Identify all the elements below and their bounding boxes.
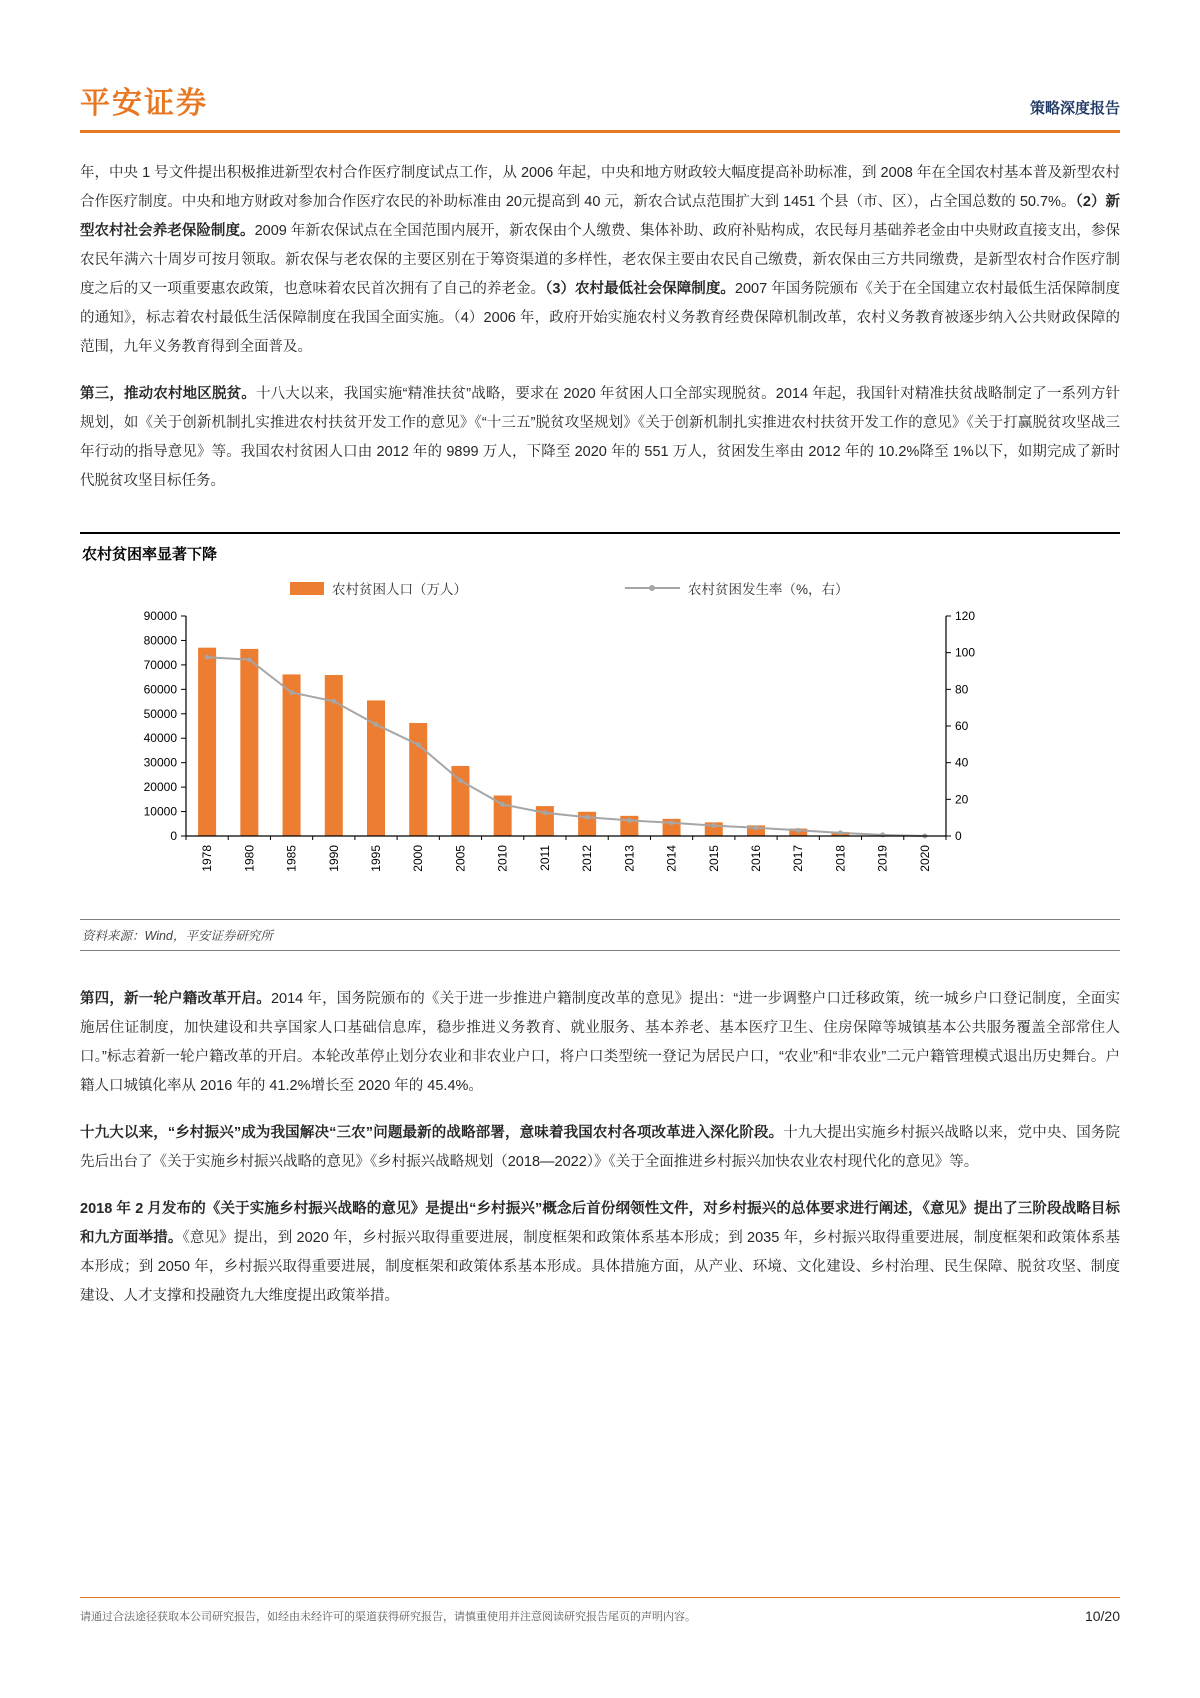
line-marker <box>331 699 336 704</box>
x-axis-year-label: 1985 <box>284 845 299 872</box>
text-run: 十八大以来，我国实施“精准扶贫”战略，要求在 2020 年贫困人口全部实现脱贫。2014 年起，我国针对精准扶贫战略制定了一系列方针规划，如《关于创新机制扎实推进农村扶贫开发工作的意见》《“十三五”脱贫攻坚规划》《关于创新机制扎实推进农村扶贫开发工作的意见》《关于打赢脱贫攻坚战三年行动的指导意见》等。我国农村贫困人口由 2012 年的 9899 万人，下降至 2020 年的 551 万人，贫困发生率由 2012 年的 10.2%降至 1%以下，如期完成了新时代脱贫攻坚目标任务。 <box>80 386 1120 489</box>
x-axis-year-label: 2019 <box>875 845 890 872</box>
right-axis-tick-label: 0 <box>955 829 962 843</box>
chart-area <box>80 570 1120 919</box>
x-axis-year-label: 1978 <box>200 845 215 872</box>
bold-text-run: 2018 年 2 月发布的《关于实施乡村振兴战略的意见》是提出“乡村振兴”概念后首份纲领性文件，对乡村振兴的总体要求进行阐述，《意见》提出了三阶段战略目标和九方面举措。 <box>80 1201 1120 1246</box>
x-axis-year-label: 2000 <box>411 845 426 872</box>
line-marker <box>754 825 759 830</box>
text-run: 2009 年新农保试点在全国范围内展开，新农保由个人缴费、集体补助、政府补贴构成，农民每月基础养老金由中央财政直接支出，参保农民年满六十周岁可按月领取。新农保与老农保的主要区别在于筹资渠道的多样性，老农保主要由农民自己缴费，新农保由三方共同缴费，是新型农村合作医疗制度之后的又一项重要惠农政策，也意味着农民首次拥有了自己的养老金。 <box>80 223 1121 297</box>
line-marker <box>500 802 505 807</box>
right-axis-tick-label: 80 <box>955 682 969 697</box>
chart-title: 农村贫困率显著下降 <box>80 532 1120 570</box>
legend-bar-swatch <box>290 582 324 595</box>
line-marker <box>247 657 252 662</box>
x-axis-year-label: 1980 <box>242 845 257 872</box>
bar-1978 <box>198 648 216 836</box>
x-axis-year-label: 2014 <box>664 845 679 872</box>
left-axis-tick-label: 90000 <box>143 609 177 623</box>
left-axis-tick-label: 30000 <box>143 755 177 770</box>
line-marker <box>711 823 716 828</box>
text-run: 《意见》提出，到 2020 年，乡村振兴取得重要进展，制度框架和政策体系基本形成；到 2035 年，乡村振兴取得重要进展，制度框架和政策体系基本形成；到 2050 年，乡村振兴取得重要进展，制度框架和政策体系基本形成。具体措施方面，从产业、环境、文化建设、乡村治理、民生保障、脱贫攻坚、制度建设、人才支撑和投融资九大维度提出政策举措。 <box>80 1230 1121 1304</box>
line-marker <box>838 830 843 835</box>
right-axis-tick-label: 100 <box>955 645 976 660</box>
paragraph-poverty-alleviation <box>80 380 1120 496</box>
paragraph-hukou-reform <box>80 985 1120 1101</box>
bold-text-run: （2）新型农村社会养老保险制度。 <box>80 194 1120 239</box>
legend-line-label: 农村贫困发生率（%，右） <box>688 582 849 597</box>
chart-source-note: 资料来源：Wind，平安证券研究所 <box>80 919 1120 951</box>
x-axis-year-label: 1990 <box>326 845 341 872</box>
bar-1980 <box>240 649 258 836</box>
bold-text-run: （3）农村最低社会保障制度。 <box>545 281 735 297</box>
x-axis-year-label: 2015 <box>706 845 721 872</box>
line-marker <box>458 778 463 783</box>
left-axis-tick-label: 50000 <box>143 706 177 721</box>
left-axis-tick-label: 10000 <box>143 804 177 819</box>
bar-2000 <box>409 723 427 836</box>
x-axis-year-label: 2010 <box>495 845 510 872</box>
x-axis-year-label: 1995 <box>369 845 383 872</box>
x-axis-year-label: 2005 <box>453 845 468 872</box>
line-marker <box>416 742 421 747</box>
line-marker <box>374 722 379 727</box>
left-axis-tick-label: 0 <box>170 829 177 843</box>
footer-disclaimer: 请通过合法途径获取本公司研究报告，如经由未经许可的渠道获得研究报告，请慎重使用并注意阅读研究报告尾页的声明内容。 <box>80 1611 696 1623</box>
chart-block <box>80 532 1120 951</box>
x-axis-year-label: 2011 <box>537 845 552 871</box>
paragraph-rural-revitalization <box>80 1119 1120 1177</box>
right-axis-tick-label: 120 <box>955 609 976 623</box>
bold-text-run: 第四，新一轮户籍改革开启。 <box>80 991 271 1007</box>
bold-text-run: 十九大以来，“乡村振兴”成为我国解决“三农”问题最新的战略部署，意味着我国农村各项改革进入深化阶段。 <box>80 1125 784 1141</box>
line-marker <box>669 820 674 825</box>
pingan-securities-logo: 平安证券 <box>80 87 208 120</box>
right-axis-tick-label: 60 <box>955 719 969 733</box>
page-header <box>80 78 1120 133</box>
line-marker <box>796 828 801 833</box>
line-marker <box>205 655 210 660</box>
text-run: 2007 年国务院颁布《关于在全国建立农村最低生活保障制度的通知》，标志着农村最低生活保障制度在我国全面实施。（4）2006 年，政府开始实施农村义务教育经费保障机制改革，农村义务教育被逐步纳入公共财政保障的范围，九年义务教育得到全面普及。 <box>80 281 1120 355</box>
line-marker <box>542 810 547 815</box>
x-axis-year-label: 2012 <box>580 845 595 872</box>
line-marker <box>289 690 294 695</box>
paragraph-medical-insurance <box>80 159 1120 362</box>
right-axis-tick-label: 20 <box>955 792 969 807</box>
x-axis-year-label: 2016 <box>749 845 763 872</box>
x-axis-year-label: 2020 <box>917 845 932 872</box>
line-marker <box>585 815 590 820</box>
left-axis-tick-label: 80000 <box>143 633 177 648</box>
poverty-rate-line <box>207 657 925 836</box>
page-footer <box>80 1597 1120 1624</box>
left-axis-tick-label: 70000 <box>143 657 177 672</box>
left-axis-tick-label: 20000 <box>143 780 177 795</box>
legend-line-marker <box>649 585 655 591</box>
page-number: 10/20 <box>1084 1608 1120 1624</box>
x-axis-year-label: 2013 <box>622 845 637 872</box>
text-run: 2014 年，国务院颁布的《关于进一步推进户籍制度改革的意见》提出：“进一步调整户口迁移政策，统一城乡户口登记制度，全面实施居住证制度，加快建设和共享国家人口基础信息库，稳步推进义务教育、就业服务、基本养老、基本医疗卫生、住房保障等城镇基本公共服务覆盖全部常住人口。”标志着新一轮户籍改革的开启。本轮改革停止划分农业和非农业户口，将户口类型统一登记为居民户口，“农业”和“非农业”二元户籍管理模式退出历史舞台。户籍人口城镇化率从 2016 年的 41.2%增长至 2020 年的 45.4%。 <box>80 991 1121 1094</box>
report-type-label: 策略深度报告 <box>1029 100 1120 117</box>
legend-bar-label: 农村贫困人口（万人） <box>332 582 467 597</box>
line-marker <box>880 832 885 837</box>
x-axis-year-label: 2017 <box>791 845 806 872</box>
left-axis-tick-label: 40000 <box>143 731 177 746</box>
text-run: 年，中央 1 号文件提出积极推进新型农村合作医疗制度试点工作，从 2006 年起，中央和地方财政较大幅度提高补助标准，到 2008 年在全国农村基本普及新型农村合作医疗制度。中央和地方财政对参加合作医疗农民的补助标准由 20元提高到 40 元，新农合试点范围扩大到 1451 个县（市、区），占全国总数的 50.7%。 <box>80 165 1120 210</box>
bold-text-run: 第三，推动农村地区脱贫。 <box>80 386 256 402</box>
x-axis-year-label: 2018 <box>833 845 848 872</box>
poverty-chart-svg <box>80 574 1120 912</box>
left-axis-tick-label: 60000 <box>143 682 177 697</box>
text-run: 十九大提出实施乡村振兴战略以来，党中央、国务院先后出台了《关于实施乡村振兴战略的意见》《乡村振兴战略规划（2018—2022）》《关于全面推进乡村振兴加快农业农村现代化的意见》等。 <box>80 1125 1121 1170</box>
line-marker <box>627 818 632 823</box>
right-axis-tick-label: 40 <box>955 755 969 770</box>
bar-1985 <box>283 674 301 836</box>
paragraph-2018-opinion <box>80 1195 1120 1311</box>
